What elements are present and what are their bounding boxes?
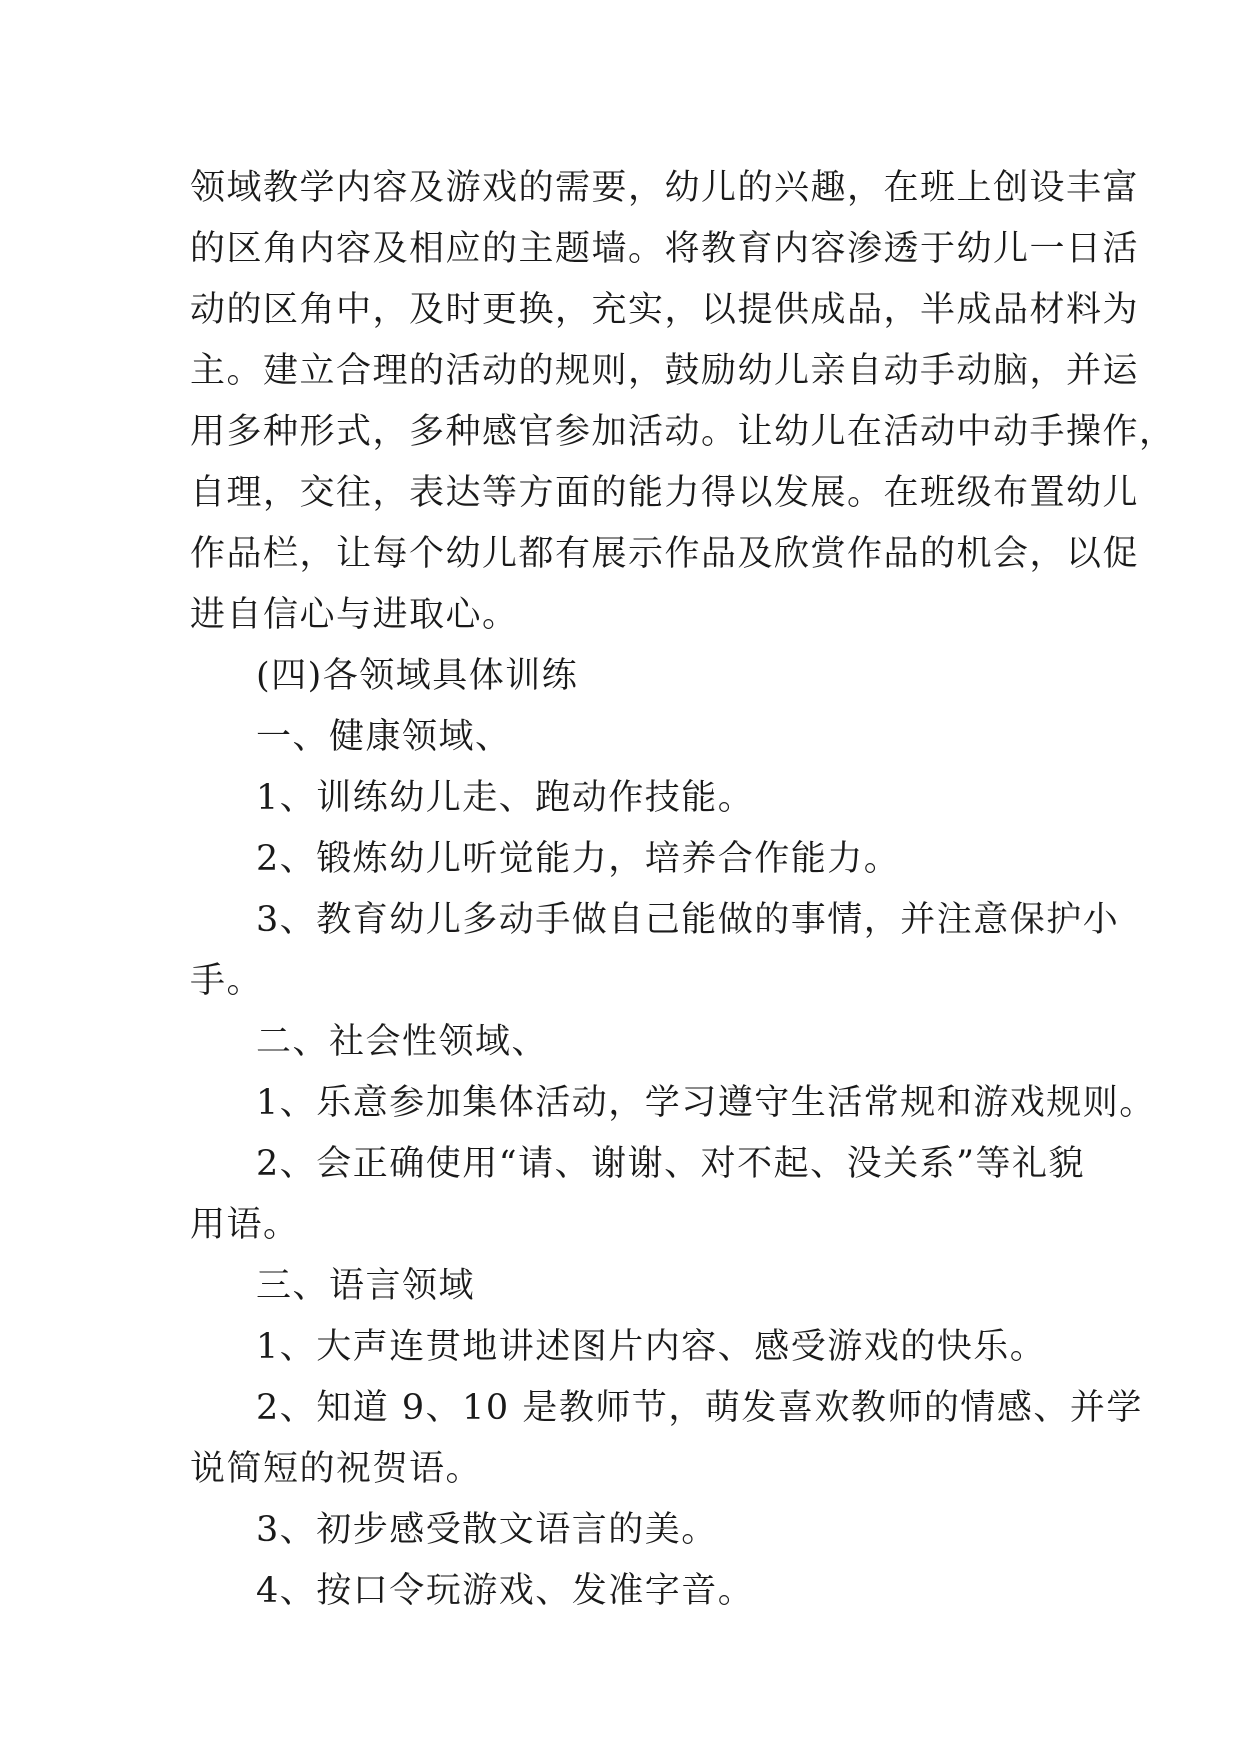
health-heading: 一、健康领域、 bbox=[256, 717, 512, 757]
social-item: 1、乐意参加集体活动，学习遵守生活常规和游戏规则。 bbox=[256, 1083, 1156, 1123]
section-heading: (四)各领域具体训练 bbox=[256, 656, 579, 696]
language-item: 4、按口令玩游戏、发准字音。 bbox=[256, 1571, 755, 1611]
paragraph-line: 主。建立合理的活动的规则，鼓励幼儿亲自动手动脑，并运 bbox=[190, 351, 1140, 391]
paragraph-line: 的区角内容及相应的主题墙。将教育内容渗透于幼儿一日活 bbox=[190, 229, 1140, 269]
paragraph-line: 自理，交往，表达等方面的能力得以发展。在班级布置幼儿 bbox=[190, 473, 1140, 513]
paragraph-line: 作品栏，让每个幼儿都有展示作品及欣赏作品的机会，以促 bbox=[190, 534, 1140, 574]
language-item: 2、知道 9、10 是教师节，萌发喜欢教师的情感、并学 bbox=[256, 1388, 1143, 1428]
social-item: 2、会正确使用“请、谢谢、对不起、没关系”等礼貌 bbox=[256, 1144, 1086, 1184]
health-item: 1、训练幼儿走、跑动作技能。 bbox=[256, 778, 755, 818]
social-item-continuation: 用语。 bbox=[190, 1205, 300, 1245]
social-heading: 二、社会性领域、 bbox=[256, 1022, 549, 1062]
health-item: 2、锻炼幼儿听觉能力，培养合作能力。 bbox=[256, 839, 901, 879]
document-body bbox=[190, 158, 1176, 1622]
health-item: 3、教育幼儿多动手做自己能做的事情，并注意保护小 bbox=[256, 900, 1120, 940]
language-item: 3、初步感受散文语言的美。 bbox=[256, 1510, 718, 1550]
paragraph-line: 用多种形式，多种感官参加活动。让幼儿在活动中动手操作， bbox=[190, 412, 1176, 452]
paragraph-line: 进自信心与进取心。 bbox=[190, 595, 519, 635]
health-item-continuation: 手。 bbox=[190, 961, 264, 1001]
language-item: 1、大声连贯地讲述图片内容、感受游戏的快乐。 bbox=[256, 1327, 1047, 1367]
language-item-continuation: 说简短的祝贺语。 bbox=[190, 1449, 483, 1489]
paragraph-line: 领域教学内容及游戏的需要，幼儿的兴趣，在班上创设丰富 bbox=[190, 168, 1140, 208]
paragraph-line: 动的区角中，及时更换，充实，以提供成品，半成品材料为 bbox=[190, 290, 1140, 330]
language-heading: 三、语言领域 bbox=[256, 1266, 476, 1306]
